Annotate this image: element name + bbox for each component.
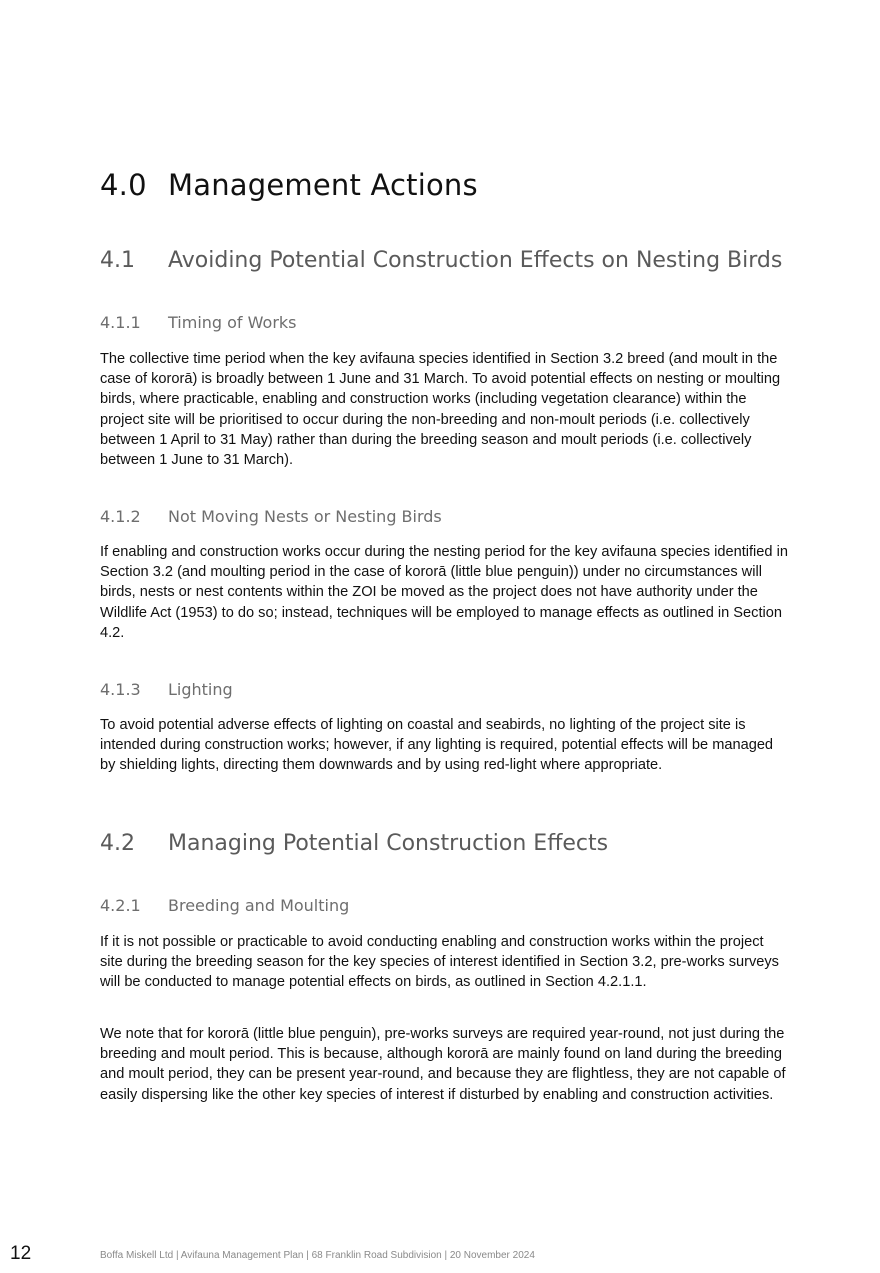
heading-section-4-1-2 — [100, 507, 442, 526]
heading-section-4-1-3 — [100, 680, 233, 699]
heading-title: Management Actions — [168, 168, 478, 202]
section-number: 4.1 — [100, 248, 135, 273]
paragraph-breeding-and-moulting: If it is not possible or practicable to avoid conducting enabling and construction works within the project site during the breeding season for the key species of interest identified in Section 3.2, pre-works surveys will be conducted to manage potential effects on birds, as outlined in Section 4.2.1.1. — [100, 934, 779, 991]
heading-section-4-1-1 — [100, 313, 297, 332]
heading-number: 4.0 — [100, 168, 147, 202]
subsection-title: Not Moving Nests or Nesting Birds — [168, 507, 442, 526]
heading-section-4-1 — [100, 248, 782, 273]
subsection-number: 4.1.3 — [100, 680, 141, 699]
subsection-title: Breeding and Moulting — [168, 896, 350, 915]
section-title: Managing Potential Construction Effects — [168, 831, 609, 856]
paragraph-lighting: To avoid potential adverse effects of lighting on coastal and seabirds, no lighting of the project site is intended during construction works; however, if any lighting is required, potential effects will be managed by shielding lights, directing them downwards and by using red-light where appropriate. — [100, 717, 774, 774]
paragraph-not-moving-nests: If enabling and construction works occur during the nesting period for the key avifauna species identified in Section 3.2 (and moulting period in the case of kororā (little blue penguin)) under no circumstances will birds, nests or nest contents within the ZOI be moved as the project does not have authority under the Wildlife Act (1953) to do so; instead, techniques will be employed to manage effects as outlined in Section 4.2. — [100, 544, 788, 641]
heading-section-4-2-1 — [100, 896, 349, 915]
page-number: 12 — [10, 1243, 32, 1264]
subsection-number: 4.1.1 — [100, 313, 141, 332]
heading-section-4-2 — [100, 831, 608, 856]
paragraph-korora-note: We note that for kororā (little blue penguin), pre-works surveys are required year-round, not just during the breeding and moult period. This is because, although kororā are mainly found on land during the breeding and moult period, they can be present year-round, and because they are flightless, they are not capable of easily dispersing like the other key species of interest if disturbed by enabling and construction activities. — [100, 1026, 786, 1103]
paragraph-timing-of-works: The collective time period when the key avifauna species identified in Section 3.2 breed (and moult in the case of kororā) is broadly between 1 June and 31 March. To avoid potential effects on nesting or moulting birds, where practicable, enabling and construction works (including vegetation clearance) within the project site will be prioritised to occur during the non-breeding and non-moult periods (i.e. collectively between 1 April to 31 May) rather than during the breeding season and moult periods (i.e. collectively between 1 June to 31 March). — [100, 351, 781, 469]
subsection-number: 4.2.1 — [100, 896, 141, 915]
section-title: Avoiding Potential Construction Effects on Nesting Birds — [168, 248, 783, 273]
footer-text: Boffa Miskell Ltd | Avifauna Management Plan | 68 Franklin Road Subdivision | 20 November 2024 — [100, 1250, 535, 1261]
subsection-title: Lighting — [168, 680, 233, 699]
subsection-title: Timing of Works — [168, 313, 297, 332]
section-number: 4.2 — [100, 831, 135, 856]
heading-management-actions — [100, 168, 478, 202]
subsection-number: 4.1.2 — [100, 507, 141, 526]
